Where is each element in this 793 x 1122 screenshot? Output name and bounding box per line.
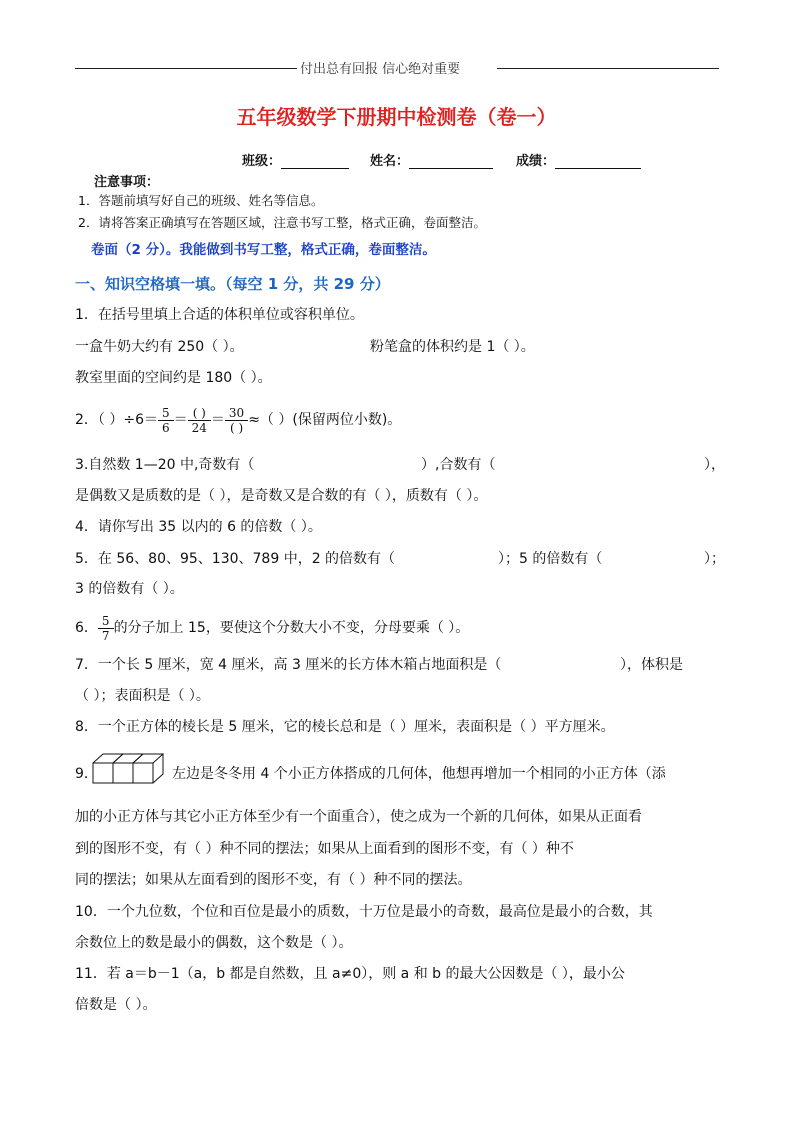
q2-fraction-1 xyxy=(160,406,172,435)
q8-text: 8．一个正方体的棱长是 5 厘米，它的棱长总和是（ ）厘米，表面积是（ ）平方厘米。 xyxy=(75,719,615,735)
q5-line1-c: ）； xyxy=(704,551,725,567)
q1-stem: 1．在括号里填上合适的体积单位或容积单位。 xyxy=(75,307,364,323)
class-label: 班级： xyxy=(242,154,282,169)
q7-line1-b: ），体积是 xyxy=(620,657,683,673)
q5-line1-a: 5．在 56、80、95、130、789 中，2 的倍数有（ xyxy=(75,551,396,567)
q2-fraction-2 xyxy=(190,406,209,435)
q10-line2: 余数位上的数是最小的偶数，这个数是（ ）。 xyxy=(75,935,353,951)
q3-line2: 是偶数又是质数的是（ ），是奇数又是合数的有（ ），质数有（ ）。 xyxy=(75,488,488,504)
q2-prefix: 2．（ ）÷6＝ xyxy=(75,412,158,428)
notes-heading: 注意事项： xyxy=(94,175,160,190)
section-heading: 一、知识空格填一填。（每空 1 分，共 29 分） xyxy=(75,275,390,293)
cube-front-3 xyxy=(133,763,153,783)
q2-equation xyxy=(75,400,401,440)
q6-num: 5 xyxy=(101,613,110,628)
q6-body: 的分子加上 15，要使这个分数大小不变，分母要乘（ ）。 xyxy=(113,620,470,636)
cube-front-2 xyxy=(113,763,133,783)
name-field[interactable] xyxy=(370,150,493,169)
q2-f3-den[interactable]: ( ) xyxy=(229,420,244,435)
q2-f3-num: 30 xyxy=(228,405,245,420)
neatness-note: 卷面（2 分）。我能做到书写工整，格式正确，卷面整洁。 xyxy=(91,242,436,258)
q2-eq1: ＝ xyxy=(173,412,188,428)
q2-eq2: ＝ xyxy=(210,412,225,428)
page-title: 五年级数学下册期中检测卷（卷一） xyxy=(236,105,557,129)
q11-line1: 11．若 a＝b－1（a，b 都是自然数，且 a≠0），则 a 和 b 的最大公因数是（ ），最小公 xyxy=(75,966,625,982)
q6-text xyxy=(75,610,469,646)
q10-line1: 10．一个九位数，个位和百位是最小的质数，十万位是最小的奇数，最高位是最小的合数，其 xyxy=(75,904,653,920)
cube-figure xyxy=(92,752,166,786)
q6-fraction xyxy=(100,614,112,643)
q3-line1-c: ）， xyxy=(704,457,725,473)
q9-line3: 到的图形不变，有（ ）种不同的摆法；如果从上面看到的图形不变，有（ ）种不 xyxy=(75,841,574,857)
q2-fraction-3 xyxy=(227,406,246,435)
name-blank[interactable] xyxy=(409,154,493,169)
q7-line1-a: 7．一个长 5 厘米，宽 4 厘米，高 3 厘米的长方体木箱占地面积是（ xyxy=(75,657,502,673)
class-blank[interactable] xyxy=(281,154,349,169)
q3-line1-b: ）,合数有（ xyxy=(421,457,496,473)
q4-text: 4．请你写出 35 以内的 6 的倍数（ ）。 xyxy=(75,519,322,535)
q5-line1-b: ）；5 的倍数有（ xyxy=(498,551,603,567)
q2-f1-num: 5 xyxy=(162,405,170,420)
note-item: 2．请将答案正确填写在答题区域，注意书写工整，格式正确，卷面整洁。 xyxy=(78,215,486,230)
cube-front-1 xyxy=(93,763,113,783)
q2-f2-den: 24 xyxy=(191,420,207,435)
q2-suffix: ≈（ ）(保留两位小数)。 xyxy=(248,412,402,428)
q2-f2-num[interactable]: ( ) xyxy=(192,405,206,420)
q7-line2: （ ）；表面积是（ ）。 xyxy=(75,688,210,704)
q9-line1: 左边是冬冬用 4 个小正方体搭成的几何体，他想再增加一个相同的小正方体（添 xyxy=(172,766,666,782)
score-label: 成绩： xyxy=(516,154,556,169)
q6-den: 7 xyxy=(101,628,110,643)
score-field[interactable] xyxy=(516,150,641,169)
q9-number: 9． xyxy=(75,766,98,782)
header-motto: 付出总有回报 信心绝对重要 xyxy=(300,62,461,77)
name-label: 姓名： xyxy=(370,154,410,169)
q1-chalkbox: 粉笔盒的体积约是 1（ ）。 xyxy=(370,339,535,355)
score-blank[interactable] xyxy=(555,154,641,169)
q6-number: 6． xyxy=(75,620,98,636)
note-item: 1．答题前填写好自己的班级、姓名等信息。 xyxy=(78,193,324,208)
q1-milk: 一盒牛奶大约有 250（ ）。 xyxy=(75,339,244,355)
q3-line1-a: 3.自然数 1—20 中,奇数有（ xyxy=(75,457,255,473)
q11-line2: 倍数是（ ）。 xyxy=(75,997,157,1013)
q9-line4: 同的摆法；如果从左面看到的图形不变，有（ ）种不同的摆法。 xyxy=(75,872,472,888)
q1-classroom: 教室里面的空间约是 180（ ）。 xyxy=(75,370,272,386)
header-rule-left xyxy=(75,68,297,69)
cube-top-3 xyxy=(133,754,163,763)
q9-line2: 加的小正方体与其它小正方体至少有一个面重合），使之成为一个新的几何体，如果从正面看 xyxy=(75,809,642,825)
header-rule-right xyxy=(497,68,719,69)
class-field[interactable] xyxy=(242,150,349,169)
q5-line2: 3 的倍数有（ ）。 xyxy=(75,581,184,597)
q2-f1-den: 6 xyxy=(162,420,170,435)
